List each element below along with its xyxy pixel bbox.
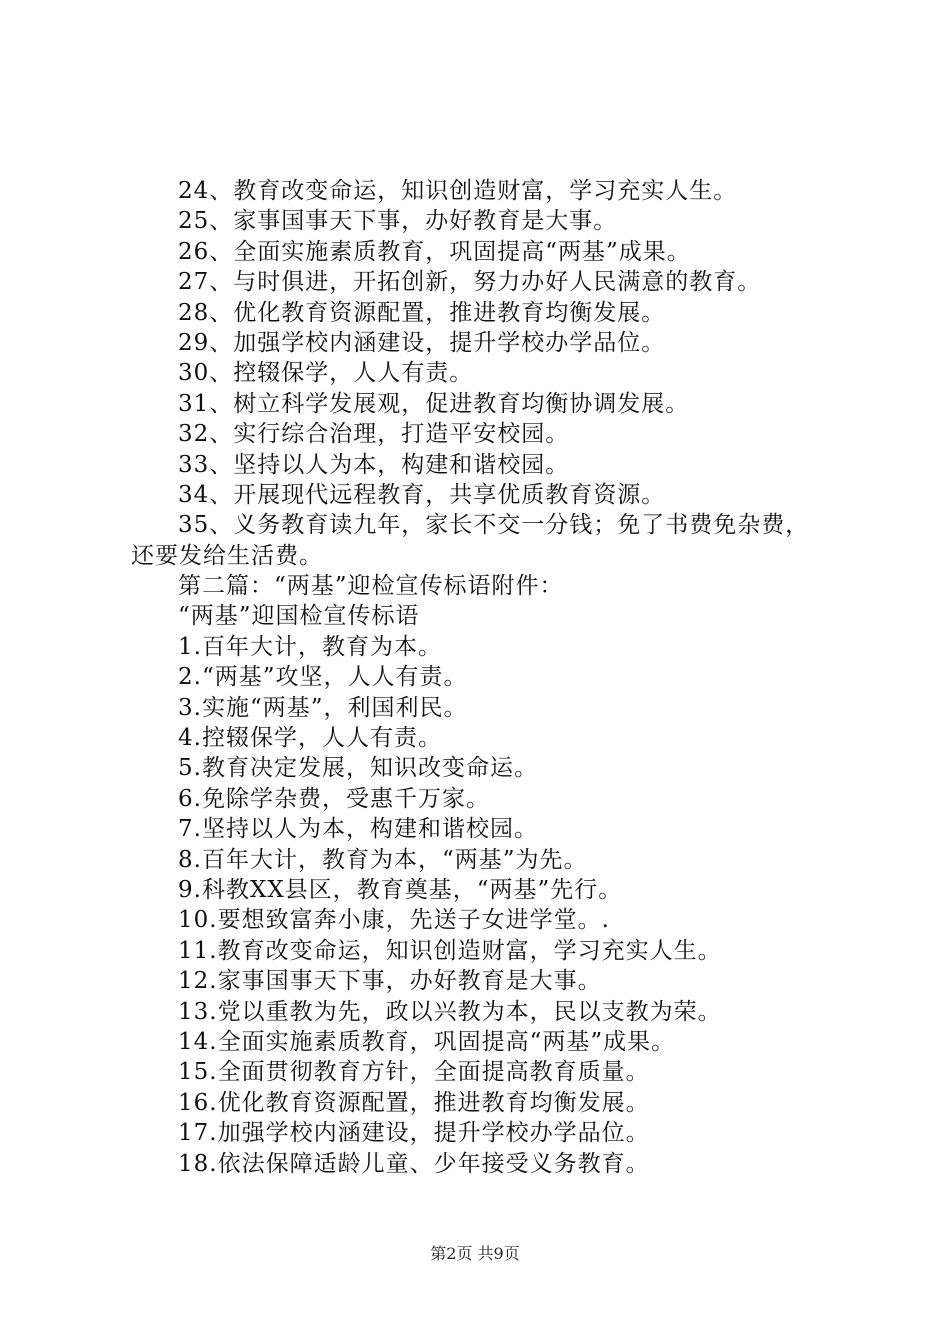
list-item: 16.优化教育资源配置，推进教育均衡发展。 xyxy=(178,1089,650,1116)
text-line: 33、坚持以人为本，构建和谐校园。 xyxy=(178,451,570,478)
list-item: 11.教育改变命运，知识创造财富，学习充实人生。 xyxy=(178,937,722,964)
text-line: 30、控辍保学，人人有责。 xyxy=(178,360,474,387)
text-line: 29、加强学校内涵建设，提升学校办学品位。 xyxy=(178,329,666,356)
list-item: 9.科教XX县区，教育奠基，“两基”先行。 xyxy=(178,876,623,903)
text-line-continuation: 还要发给生活费。 xyxy=(131,542,323,569)
list-item: 3.实施“两基”，利国利民。 xyxy=(178,694,468,721)
list-item: 14.全面实施素质教育，巩固提高“两基”成果。 xyxy=(178,1028,676,1055)
list-item: 12.家事国事天下事，办好教育是大事。 xyxy=(178,968,602,995)
list-item: 15.全面贯彻教育方针，全面提高教育质量。 xyxy=(178,1059,650,1086)
list-item: 7.坚持以人为本，构建和谐校园。 xyxy=(178,816,538,843)
list-item: 18.依法保障适龄儿童、少年接受义务教育。 xyxy=(178,1150,650,1177)
text-line: 26、全面实施素质教育，巩固提高“两基”成果。 xyxy=(178,238,691,265)
subsection-heading: “两基”迎国检宣传标语 xyxy=(178,603,420,630)
list-item: 8.百年大计，教育为本，“两基”为先。 xyxy=(178,846,588,873)
text-line: 25、家事国事天下事，办好教育是大事。 xyxy=(178,208,618,235)
text-line: 31、树立科学发展观，促进教育均衡协调发展。 xyxy=(178,390,690,417)
section-heading: 第二篇：“两基”迎检宣传标语附件： xyxy=(178,573,564,600)
page-number-label: 第2页 共9页 xyxy=(430,1244,520,1263)
list-item: 5.教育决定发展，知识改变命运。 xyxy=(178,755,538,782)
text-line: 28、优化教育资源配置，推进教育均衡发展。 xyxy=(178,299,666,326)
list-item: 4.控辍保学，人人有责。 xyxy=(178,725,442,752)
list-item: 17.加强学校内涵建设，提升学校办学品位。 xyxy=(178,1120,650,1147)
text-line: 24、教育改变命运，知识创造财富，学习充实人生。 xyxy=(178,178,738,204)
list-item: 2.“两基”攻坚，人人有责。 xyxy=(178,664,468,691)
page-footer xyxy=(0,1244,950,1264)
document-body xyxy=(131,176,851,1179)
list-item: 1.百年大计，教育为本。 xyxy=(178,633,442,660)
text-line: 32、实行综合治理，打造平安校园。 xyxy=(178,421,570,448)
list-item: 13.党以重教为先，政以兴教为本，民以支教为荣。 xyxy=(178,998,722,1025)
text-line: 35、义务教育读九年，家长不交一分钱；免了书费免杂费， xyxy=(178,512,810,539)
list-item: 10.要想致富奔小康，先送子女进学堂。. xyxy=(178,907,610,934)
list-item: 6.免除学杂费，受惠千万家。 xyxy=(178,785,490,812)
text-line: 27、与时俱进，开拓创新，努力办好人民满意的教育。 xyxy=(178,269,762,296)
text-line: 34、开展现代远程教育，共享优质教育资源。 xyxy=(178,481,666,508)
